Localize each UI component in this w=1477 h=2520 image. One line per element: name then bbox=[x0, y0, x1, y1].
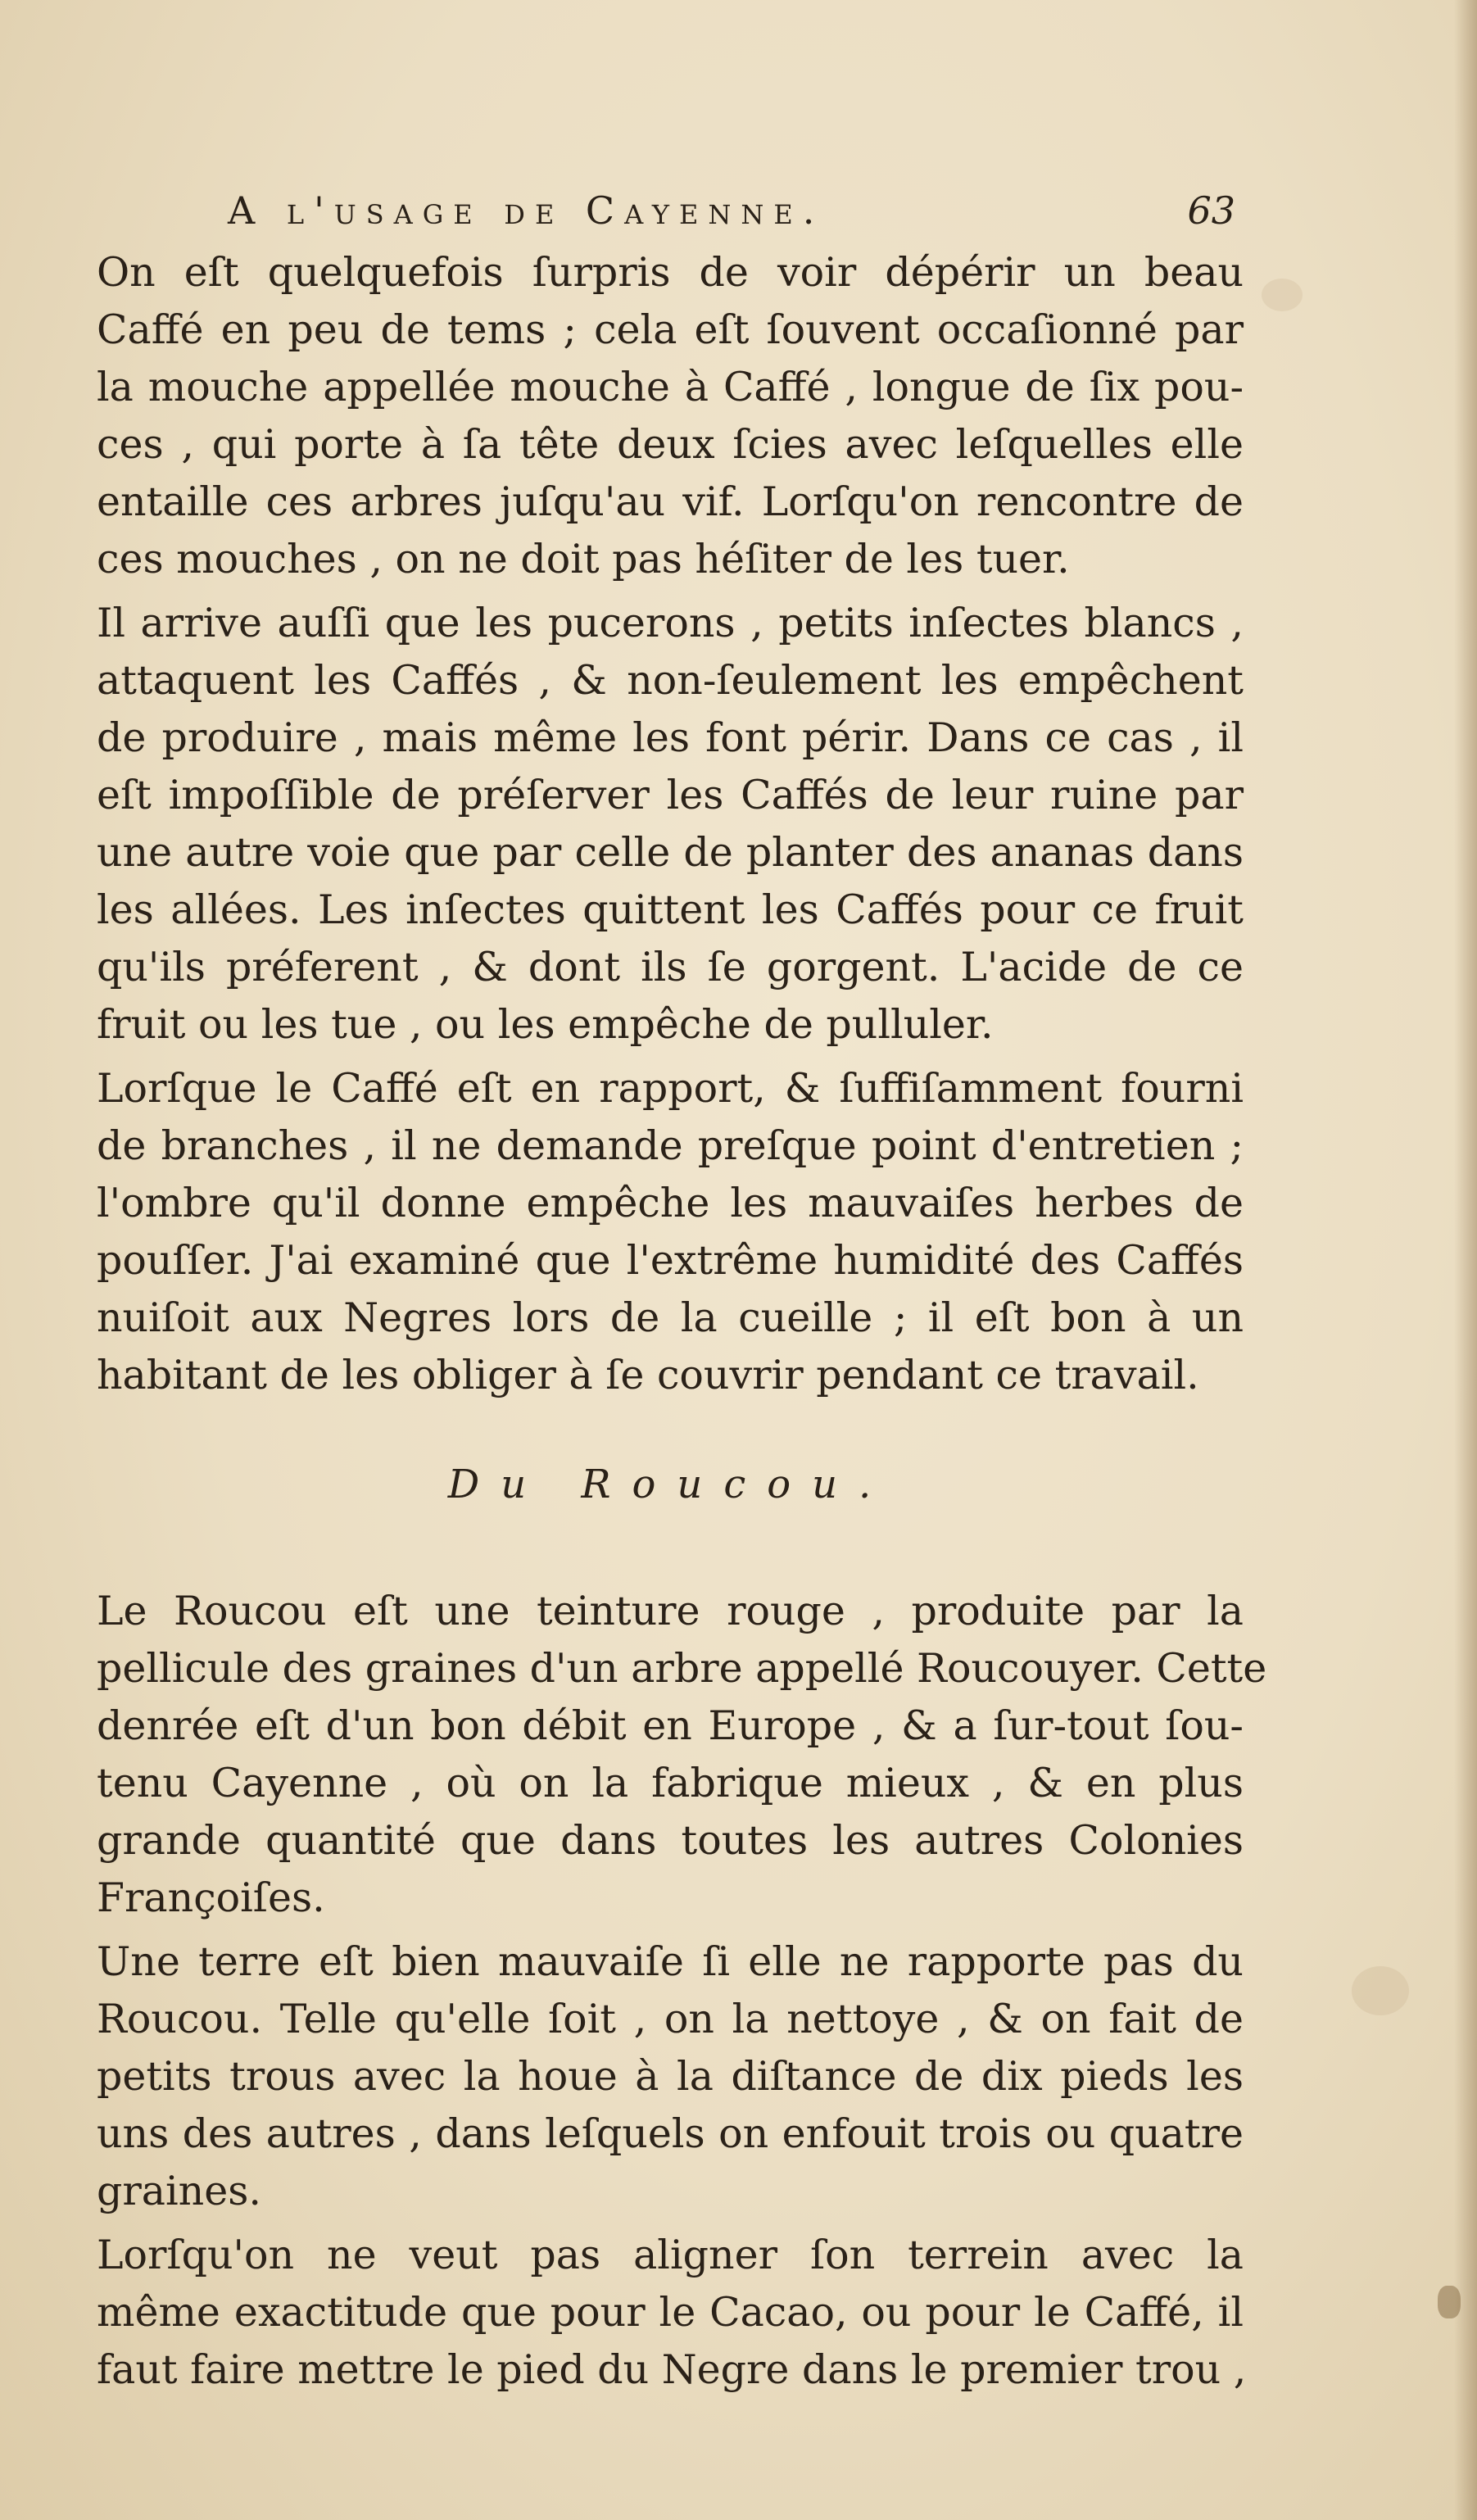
text-line: les allées. Les inſectes quittent les Caffés pour ce fruit bbox=[97, 886, 1244, 933]
text-line: Il arrive auſſi que les pucerons , petits inſectes blancs , bbox=[97, 600, 1244, 646]
section-heading: Du Roucou. bbox=[447, 1462, 893, 1507]
text-line: Lorſqu'on ne veut pas aligner ſon terrein avec la bbox=[97, 2232, 1244, 2278]
text-line: de produire , mais même les font périr. Dans ce cas , il bbox=[97, 714, 1244, 761]
text-line: pellicule des graines d'un arbre appellé Roucouyer. Cette bbox=[97, 1645, 1267, 1692]
text-line: Le Roucou eſt une teinture rouge , produite par la bbox=[97, 1588, 1244, 1634]
paragraph bbox=[97, 1933, 1244, 2220]
text-line: entaille ces arbres juſqu'au vif. Lorſqu'on rencontre de bbox=[97, 478, 1244, 525]
text-line: qu'ils préferent , & dont ils ſe gorgent. L'acide de ce bbox=[97, 944, 1244, 990]
paragraph bbox=[97, 2227, 1247, 2399]
running-head bbox=[97, 180, 1244, 244]
text-line: Caffé en peu de tems ; cela eſt ſouvent occaſionné par bbox=[97, 306, 1244, 353]
text-block bbox=[97, 180, 1267, 2399]
text-line: une autre voie que par celle de planter des ananas dans bbox=[97, 829, 1244, 876]
text-line: attaquent les Caffés , & non-ſeulement les empêchent bbox=[97, 657, 1244, 704]
text-line: nuiſoit aux Negres lors de la cueille ; il eſt bon à un bbox=[97, 1294, 1244, 1341]
text-line: la mouche appellée mouche à Caffé , longue de ſix pou- bbox=[97, 364, 1244, 410]
text-line: eſt impoſſible de préſerver les Caffés de leur ruine par bbox=[97, 772, 1244, 818]
text-line: uns des autres , dans leſquels on enfouit trois ou quatre bbox=[97, 2110, 1244, 2157]
text-line: faut faire mettre le pied du Negre dans le premier trou , bbox=[97, 2346, 1247, 2393]
text-line: pouſſer. J'ai examiné que l'extrême humidité des Caffés bbox=[97, 1237, 1244, 1284]
text-line: de branches , il ne demande preſque point d'entretien ; bbox=[97, 1122, 1244, 1169]
text-line: petits trous avec la houe à la diſtance de dix pieds les bbox=[97, 2053, 1244, 2100]
text-line: habitant de les obliger à ſe couvrir pendant ce travail. bbox=[97, 1352, 1199, 1398]
text-line: Lorſque le Caffé eſt en rapport, & ſuffiſamment fourni bbox=[97, 1065, 1244, 1112]
paragraphs-after-section bbox=[97, 1583, 1267, 2399]
text-line: Roucou. Telle qu'elle ſoit , on la nettoye , & on fait de bbox=[97, 1996, 1244, 2042]
text-line: fruit ou les tue , ou les empêche de pulluler. bbox=[97, 1001, 994, 1048]
text-line: l'ombre qu'il donne empêche les mauvaiſes herbes de bbox=[97, 1180, 1244, 1226]
text-line: On eſt quelquefois ſurpris de voir dépérir un beau bbox=[97, 249, 1244, 296]
paragraphs-before-section bbox=[97, 244, 1244, 1404]
paper-stain bbox=[1352, 1966, 1409, 2015]
text-line: même exactitude que pour le Cacao, ou pour le Caffé, il bbox=[97, 2289, 1244, 2336]
paper-stain bbox=[1262, 279, 1303, 311]
text-line: grande quantité que dans toutes les autres Colonies bbox=[97, 1817, 1244, 1864]
text-line: denrée eſt d'un bon débit en Europe , & a ſur-tout ſou- bbox=[97, 1702, 1244, 1749]
paragraph bbox=[97, 1060, 1244, 1404]
text-line: Françoiſes. bbox=[97, 1874, 325, 1921]
paragraph bbox=[97, 244, 1244, 588]
page-edge-shadow bbox=[1454, 0, 1477, 2520]
paragraph bbox=[97, 595, 1244, 1054]
paragraph bbox=[97, 1583, 1267, 1927]
running-head-title: A l'usage de Cayenne. bbox=[228, 188, 825, 233]
page-number: 63 bbox=[1187, 188, 1235, 233]
text-line: Une terre eſt bien mauvaiſe ſi elle ne rapporte pas du bbox=[97, 1938, 1244, 1985]
text-line: ces mouches , on ne doit pas héſiter de les tuer. bbox=[97, 536, 1070, 582]
text-line: ces , qui porte à ſa tête deux ſcies avec leſquelles elle bbox=[97, 421, 1244, 468]
text-line: graines. bbox=[97, 2168, 261, 2214]
text-line: tenu Cayenne , où on la fabrique mieux , & en plus bbox=[97, 1760, 1244, 1806]
